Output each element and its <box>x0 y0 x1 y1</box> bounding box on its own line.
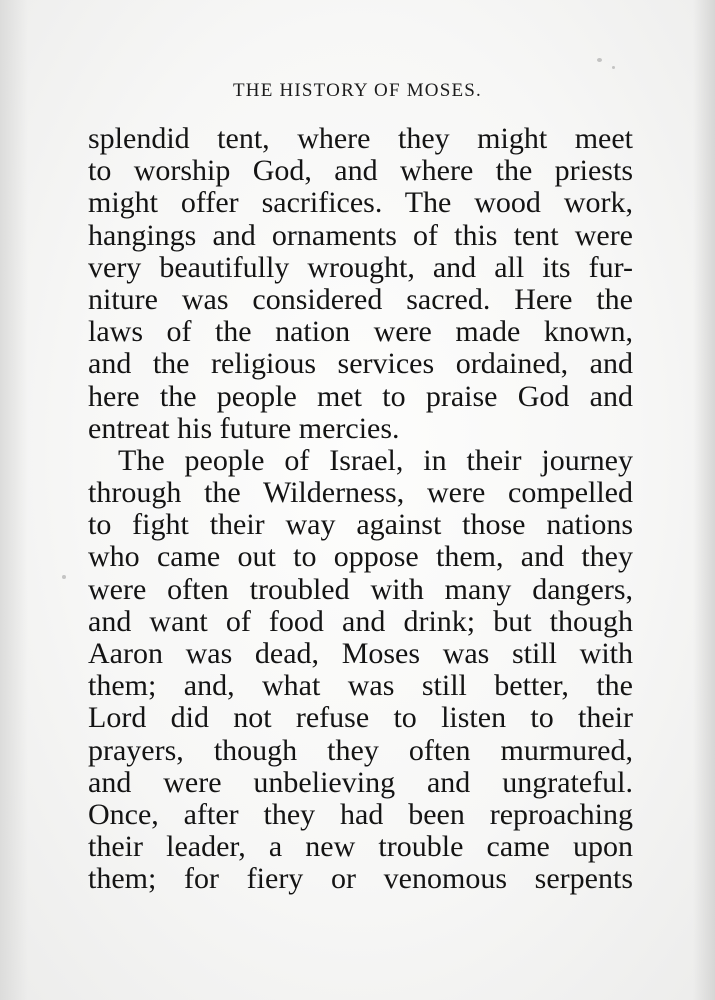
text-line: very beautifully wrought, and all its fur- <box>88 250 633 284</box>
text-line: Aaron was dead, Moses was still with <box>88 637 633 670</box>
paragraph-start-line: The people of Israel, in their journey <box>118 443 633 477</box>
text-line: here the people met to praise God and <box>88 379 633 413</box>
text-line: and the religious services ordained, and <box>88 347 633 381</box>
print-speck <box>62 575 66 579</box>
text-line: might offer sacrifices. The wood work, <box>88 186 633 220</box>
text-line: to fight their way against those nations <box>88 508 633 542</box>
print-speck <box>612 66 615 69</box>
text-line: them; for fiery or venomous serpents <box>88 862 633 896</box>
text-line: their leader, a new trouble came upon <box>88 830 633 864</box>
paragraph-end-line: entreat his future mercies. <box>88 411 400 445</box>
text-line: Lord did not refuse to listen to their <box>88 701 633 735</box>
body-text <box>88 123 633 896</box>
text-line: them; and, what was still better, the <box>88 669 633 703</box>
text-line: and were unbelieving and ungrateful. <box>88 765 633 799</box>
text-line: through the Wilderness, were compelled <box>88 476 633 510</box>
text-line: laws of the nation were made known, <box>88 315 633 349</box>
print-speck <box>597 58 602 62</box>
text-line: to worship God, and where the priests <box>88 154 633 188</box>
text-line: and want of food and drink; but though <box>88 604 633 638</box>
text-line: Once, after they had been reproaching <box>88 797 633 831</box>
running-head: THE HISTORY OF MOSES. <box>232 80 483 101</box>
text-line: niture was considered sacred. Here the <box>88 282 633 316</box>
text-line: prayers, though they often murmured, <box>88 733 633 767</box>
text-line: splendid tent, where they might meet <box>88 122 633 155</box>
text-line: who came out to oppose them, and they <box>88 540 633 574</box>
text-line: were often troubled with many dangers, <box>88 572 633 606</box>
text-line: hangings and ornaments of this tent were <box>88 218 633 252</box>
